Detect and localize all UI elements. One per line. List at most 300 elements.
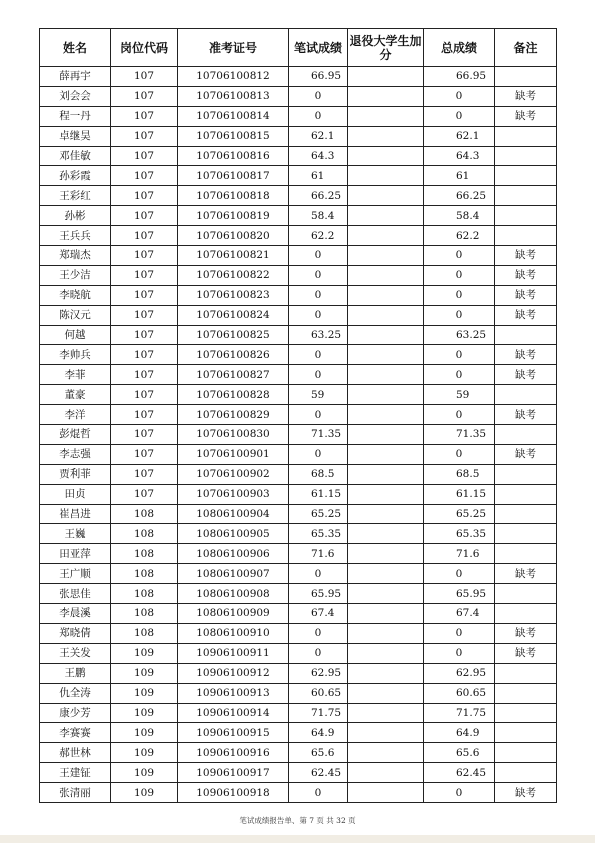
cell-post-code: 107 <box>111 305 178 325</box>
cell-name: 董豪 <box>40 385 111 405</box>
cell-remarks: 缺考 <box>495 246 557 266</box>
cell-remarks <box>495 723 557 743</box>
cell-name: 王鹏 <box>40 663 111 683</box>
cell-exam-id: 10706100901 <box>178 444 289 464</box>
cell-remarks <box>495 604 557 624</box>
cell-post-code: 108 <box>111 584 178 604</box>
cell-remarks: 缺考 <box>495 345 557 365</box>
cell-veteran-bonus <box>348 604 424 624</box>
table-body <box>40 67 557 803</box>
cell-written-score: 71.75 <box>289 703 348 723</box>
cell-name: 李晨溪 <box>40 604 111 624</box>
header-name: 姓名 <box>40 29 111 67</box>
cell-post-code: 109 <box>111 643 178 663</box>
cell-veteran-bonus <box>348 444 424 464</box>
cell-exam-id: 10706100824 <box>178 305 289 325</box>
table-row <box>40 504 557 524</box>
cell-post-code: 107 <box>111 86 178 106</box>
cell-written-score: 65.6 <box>289 743 348 763</box>
cell-veteran-bonus <box>348 723 424 743</box>
cell-name: 陈汉元 <box>40 305 111 325</box>
cell-exam-id: 10706100816 <box>178 146 289 166</box>
cell-exam-id: 10906100916 <box>178 743 289 763</box>
cell-name: 王彩红 <box>40 186 111 206</box>
table-row <box>40 425 557 445</box>
cell-written-score: 61 <box>289 166 348 186</box>
cell-exam-id: 10706100823 <box>178 285 289 305</box>
cell-remarks: 缺考 <box>495 265 557 285</box>
table-row <box>40 464 557 484</box>
cell-written-score: 64.3 <box>289 146 348 166</box>
cell-post-code: 107 <box>111 246 178 266</box>
cell-written-score: 58.4 <box>289 206 348 226</box>
cell-veteran-bonus <box>348 126 424 146</box>
page-edge <box>0 835 595 843</box>
cell-total-score: 0 <box>424 365 495 385</box>
cell-veteran-bonus <box>348 325 424 345</box>
cell-veteran-bonus <box>348 166 424 186</box>
table-row <box>40 67 557 87</box>
cell-exam-id: 10706100830 <box>178 425 289 445</box>
cell-post-code: 107 <box>111 206 178 226</box>
cell-remarks: 缺考 <box>495 285 557 305</box>
table-row <box>40 86 557 106</box>
header-written-score: 笔试成绩 <box>289 29 348 67</box>
cell-name: 李志强 <box>40 444 111 464</box>
cell-total-score: 71.6 <box>424 544 495 564</box>
cell-name: 邓佳敏 <box>40 146 111 166</box>
cell-exam-id: 10806100910 <box>178 623 289 643</box>
cell-total-score: 62.95 <box>424 663 495 683</box>
cell-written-score: 62.2 <box>289 226 348 246</box>
table-row <box>40 564 557 584</box>
cell-veteran-bonus <box>348 206 424 226</box>
cell-post-code: 107 <box>111 186 178 206</box>
cell-post-code: 107 <box>111 126 178 146</box>
cell-remarks: 缺考 <box>495 106 557 126</box>
cell-post-code: 109 <box>111 663 178 683</box>
table-row <box>40 623 557 643</box>
cell-exam-id: 10706100826 <box>178 345 289 365</box>
cell-total-score: 71.35 <box>424 425 495 445</box>
cell-total-score: 66.95 <box>424 67 495 87</box>
cell-remarks <box>495 544 557 564</box>
cell-exam-id: 10706100827 <box>178 365 289 385</box>
table-row <box>40 723 557 743</box>
cell-name: 李赛赛 <box>40 723 111 743</box>
cell-post-code: 107 <box>111 405 178 425</box>
cell-name: 田亚萍 <box>40 544 111 564</box>
cell-post-code: 108 <box>111 623 178 643</box>
cell-name: 郑晓倩 <box>40 623 111 643</box>
cell-name: 郑瑞杰 <box>40 246 111 266</box>
cell-veteran-bonus <box>348 623 424 643</box>
cell-written-score: 68.5 <box>289 464 348 484</box>
cell-veteran-bonus <box>348 504 424 524</box>
cell-total-score: 0 <box>424 783 495 803</box>
cell-total-score: 0 <box>424 246 495 266</box>
cell-post-code: 109 <box>111 743 178 763</box>
cell-veteran-bonus <box>348 67 424 87</box>
cell-remarks <box>495 464 557 484</box>
table-row <box>40 285 557 305</box>
cell-post-code: 107 <box>111 106 178 126</box>
cell-remarks: 缺考 <box>495 365 557 385</box>
cell-total-score: 0 <box>424 106 495 126</box>
cell-written-score: 0 <box>289 643 348 663</box>
table-row <box>40 763 557 783</box>
cell-total-score: 0 <box>424 305 495 325</box>
cell-veteran-bonus <box>348 524 424 544</box>
cell-remarks <box>495 385 557 405</box>
cell-veteran-bonus <box>348 146 424 166</box>
cell-exam-id: 10706100817 <box>178 166 289 186</box>
cell-total-score: 64.9 <box>424 723 495 743</box>
cell-veteran-bonus <box>348 743 424 763</box>
cell-veteran-bonus <box>348 544 424 564</box>
cell-post-code: 107 <box>111 67 178 87</box>
cell-written-score: 59 <box>289 385 348 405</box>
table-row <box>40 126 557 146</box>
cell-post-code: 109 <box>111 763 178 783</box>
cell-remarks: 缺考 <box>495 444 557 464</box>
cell-remarks <box>495 683 557 703</box>
cell-exam-id: 10806100905 <box>178 524 289 544</box>
cell-post-code: 107 <box>111 444 178 464</box>
cell-total-score: 0 <box>424 643 495 663</box>
cell-exam-id: 10706100903 <box>178 484 289 504</box>
cell-post-code: 107 <box>111 345 178 365</box>
page-footer: 笔试成绩报告单、第 7 页 共 32 页 <box>239 816 356 825</box>
cell-exam-id: 10706100814 <box>178 106 289 126</box>
table-row <box>40 544 557 564</box>
cell-remarks <box>495 146 557 166</box>
cell-written-score: 60.65 <box>289 683 348 703</box>
cell-written-score: 71.35 <box>289 425 348 445</box>
cell-exam-id: 10806100907 <box>178 564 289 584</box>
cell-veteran-bonus <box>348 703 424 723</box>
table-row <box>40 663 557 683</box>
table-row <box>40 703 557 723</box>
cell-exam-id: 10906100912 <box>178 663 289 683</box>
table-row <box>40 584 557 604</box>
cell-total-score: 0 <box>424 86 495 106</box>
cell-remarks: 缺考 <box>495 305 557 325</box>
cell-remarks <box>495 226 557 246</box>
cell-remarks <box>495 524 557 544</box>
cell-name: 孙彩霞 <box>40 166 111 186</box>
cell-exam-id: 10906100918 <box>178 783 289 803</box>
cell-written-score: 66.95 <box>289 67 348 87</box>
table-row <box>40 524 557 544</box>
cell-exam-id: 10706100829 <box>178 405 289 425</box>
cell-veteran-bonus <box>348 464 424 484</box>
cell-name: 王广顺 <box>40 564 111 584</box>
cell-name: 王建钲 <box>40 763 111 783</box>
cell-name: 张思佳 <box>40 584 111 604</box>
cell-remarks: 缺考 <box>495 405 557 425</box>
cell-veteran-bonus <box>348 265 424 285</box>
cell-total-score: 0 <box>424 564 495 584</box>
cell-remarks <box>495 504 557 524</box>
cell-written-score: 67.4 <box>289 604 348 624</box>
cell-total-score: 61.15 <box>424 484 495 504</box>
table-row <box>40 683 557 703</box>
cell-name: 孙彬 <box>40 206 111 226</box>
cell-post-code: 108 <box>111 504 178 524</box>
cell-total-score: 0 <box>424 405 495 425</box>
cell-total-score: 62.2 <box>424 226 495 246</box>
cell-written-score: 65.35 <box>289 524 348 544</box>
cell-post-code: 108 <box>111 564 178 584</box>
cell-written-score: 0 <box>289 285 348 305</box>
cell-remarks <box>495 186 557 206</box>
cell-exam-id: 10806100904 <box>178 504 289 524</box>
table-row <box>40 305 557 325</box>
cell-name: 王少洁 <box>40 265 111 285</box>
cell-total-score: 66.25 <box>424 186 495 206</box>
cell-name: 田贞 <box>40 484 111 504</box>
cell-total-score: 64.3 <box>424 146 495 166</box>
cell-name: 李洋 <box>40 405 111 425</box>
cell-total-score: 0 <box>424 265 495 285</box>
cell-written-score: 0 <box>289 365 348 385</box>
cell-post-code: 107 <box>111 166 178 186</box>
cell-exam-id: 10906100917 <box>178 763 289 783</box>
cell-total-score: 65.95 <box>424 584 495 604</box>
cell-total-score: 67.4 <box>424 604 495 624</box>
cell-name: 郝世林 <box>40 743 111 763</box>
cell-remarks <box>495 763 557 783</box>
cell-veteran-bonus <box>348 643 424 663</box>
cell-post-code: 107 <box>111 464 178 484</box>
cell-veteran-bonus <box>348 86 424 106</box>
cell-veteran-bonus <box>348 783 424 803</box>
cell-remarks <box>495 166 557 186</box>
table-row <box>40 405 557 425</box>
cell-written-score: 0 <box>289 305 348 325</box>
cell-written-score: 64.9 <box>289 723 348 743</box>
cell-name: 李帅兵 <box>40 345 111 365</box>
header-remarks: 备注 <box>495 29 557 67</box>
cell-remarks: 缺考 <box>495 564 557 584</box>
cell-total-score: 68.5 <box>424 464 495 484</box>
cell-total-score: 65.25 <box>424 504 495 524</box>
cell-exam-id: 10806100906 <box>178 544 289 564</box>
cell-exam-id: 10706100825 <box>178 325 289 345</box>
table-row <box>40 106 557 126</box>
cell-total-score: 0 <box>424 444 495 464</box>
cell-exam-id: 10806100908 <box>178 584 289 604</box>
cell-written-score: 65.95 <box>289 584 348 604</box>
cell-written-score: 66.25 <box>289 186 348 206</box>
table-row <box>40 643 557 663</box>
cell-written-score: 0 <box>289 405 348 425</box>
cell-exam-id: 10706100815 <box>178 126 289 146</box>
cell-post-code: 107 <box>111 425 178 445</box>
cell-remarks: 缺考 <box>495 643 557 663</box>
cell-post-code: 108 <box>111 524 178 544</box>
cell-written-score: 0 <box>289 623 348 643</box>
cell-veteran-bonus <box>348 186 424 206</box>
cell-veteran-bonus <box>348 663 424 683</box>
cell-written-score: 62.95 <box>289 663 348 683</box>
cell-name: 康少芳 <box>40 703 111 723</box>
cell-post-code: 107 <box>111 226 178 246</box>
table-row <box>40 604 557 624</box>
cell-name: 崔昌进 <box>40 504 111 524</box>
cell-veteran-bonus <box>348 484 424 504</box>
cell-name: 彭焜哲 <box>40 425 111 445</box>
cell-remarks <box>495 484 557 504</box>
cell-name: 程一丹 <box>40 106 111 126</box>
cell-written-score: 62.45 <box>289 763 348 783</box>
cell-remarks <box>495 325 557 345</box>
cell-name: 刘会会 <box>40 86 111 106</box>
header-veteran-bonus: 退役大学生加分 <box>348 29 424 67</box>
cell-post-code: 109 <box>111 703 178 723</box>
cell-veteran-bonus <box>348 405 424 425</box>
cell-exam-id: 10806100909 <box>178 604 289 624</box>
cell-name: 卓继昊 <box>40 126 111 146</box>
cell-remarks: 缺考 <box>495 623 557 643</box>
cell-exam-id: 10906100911 <box>178 643 289 663</box>
cell-written-score: 0 <box>289 265 348 285</box>
cell-veteran-bonus <box>348 345 424 365</box>
cell-post-code: 108 <box>111 604 178 624</box>
cell-total-score: 65.35 <box>424 524 495 544</box>
cell-exam-id: 10906100914 <box>178 703 289 723</box>
cell-exam-id: 10706100822 <box>178 265 289 285</box>
cell-written-score: 0 <box>289 345 348 365</box>
header-post-code: 岗位代码 <box>111 29 178 67</box>
cell-total-score: 62.1 <box>424 126 495 146</box>
cell-total-score: 59 <box>424 385 495 405</box>
table-row <box>40 146 557 166</box>
table-header <box>40 29 557 67</box>
table-row <box>40 186 557 206</box>
cell-exam-id: 10706100902 <box>178 464 289 484</box>
cell-exam-id: 10706100820 <box>178 226 289 246</box>
table-row <box>40 226 557 246</box>
cell-remarks <box>495 584 557 604</box>
cell-exam-id: 10706100828 <box>178 385 289 405</box>
cell-name: 薛再宇 <box>40 67 111 87</box>
cell-post-code: 107 <box>111 385 178 405</box>
cell-post-code: 107 <box>111 146 178 166</box>
cell-written-score: 0 <box>289 783 348 803</box>
cell-exam-id: 10706100819 <box>178 206 289 226</box>
header-total-score: 总成绩 <box>424 29 495 67</box>
table-row <box>40 166 557 186</box>
cell-written-score: 62.1 <box>289 126 348 146</box>
score-table <box>39 28 557 803</box>
cell-post-code: 107 <box>111 285 178 305</box>
header-row <box>40 29 557 67</box>
cell-remarks <box>495 67 557 87</box>
cell-post-code: 109 <box>111 723 178 743</box>
cell-veteran-bonus <box>348 683 424 703</box>
cell-remarks <box>495 663 557 683</box>
table-row <box>40 444 557 464</box>
table-row <box>40 345 557 365</box>
cell-veteran-bonus <box>348 226 424 246</box>
cell-post-code: 109 <box>111 683 178 703</box>
cell-exam-id: 10906100915 <box>178 723 289 743</box>
table-row <box>40 206 557 226</box>
table-row <box>40 265 557 285</box>
cell-remarks <box>495 425 557 445</box>
cell-name: 张清丽 <box>40 783 111 803</box>
cell-veteran-bonus <box>348 564 424 584</box>
cell-total-score: 63.25 <box>424 325 495 345</box>
cell-remarks: 缺考 <box>495 86 557 106</box>
table-row <box>40 783 557 803</box>
table-row <box>40 246 557 266</box>
cell-name: 王兵兵 <box>40 226 111 246</box>
cell-written-score: 0 <box>289 444 348 464</box>
cell-veteran-bonus <box>348 305 424 325</box>
cell-veteran-bonus <box>348 106 424 126</box>
cell-total-score: 61 <box>424 166 495 186</box>
cell-post-code: 107 <box>111 365 178 385</box>
cell-written-score: 63.25 <box>289 325 348 345</box>
cell-remarks <box>495 126 557 146</box>
cell-name: 王巍 <box>40 524 111 544</box>
table-row <box>40 385 557 405</box>
cell-post-code: 107 <box>111 325 178 345</box>
cell-post-code: 108 <box>111 544 178 564</box>
cell-exam-id: 10706100812 <box>178 67 289 87</box>
cell-veteran-bonus <box>348 425 424 445</box>
table-row <box>40 365 557 385</box>
table-row <box>40 325 557 345</box>
cell-veteran-bonus <box>348 285 424 305</box>
cell-post-code: 107 <box>111 265 178 285</box>
cell-name: 贾利菲 <box>40 464 111 484</box>
cell-written-score: 65.25 <box>289 504 348 524</box>
cell-remarks <box>495 206 557 226</box>
cell-name: 王关发 <box>40 643 111 663</box>
cell-written-score: 0 <box>289 564 348 584</box>
cell-remarks <box>495 743 557 763</box>
table-row <box>40 484 557 504</box>
cell-total-score: 0 <box>424 345 495 365</box>
table-row <box>40 743 557 763</box>
header-exam-id: 准考证号 <box>178 29 289 67</box>
cell-exam-id: 10906100913 <box>178 683 289 703</box>
cell-written-score: 71.6 <box>289 544 348 564</box>
cell-post-code: 109 <box>111 783 178 803</box>
cell-remarks <box>495 703 557 723</box>
cell-total-score: 0 <box>424 623 495 643</box>
cell-total-score: 62.45 <box>424 763 495 783</box>
cell-total-score: 58.4 <box>424 206 495 226</box>
cell-total-score: 65.6 <box>424 743 495 763</box>
cell-veteran-bonus <box>348 365 424 385</box>
cell-veteran-bonus <box>348 246 424 266</box>
cell-veteran-bonus <box>348 385 424 405</box>
cell-written-score: 61.15 <box>289 484 348 504</box>
cell-post-code: 107 <box>111 484 178 504</box>
cell-name: 仇全涛 <box>40 683 111 703</box>
cell-remarks: 缺考 <box>495 783 557 803</box>
cell-veteran-bonus <box>348 763 424 783</box>
cell-name: 李晓航 <box>40 285 111 305</box>
cell-exam-id: 10706100813 <box>178 86 289 106</box>
cell-total-score: 0 <box>424 285 495 305</box>
cell-total-score: 60.65 <box>424 683 495 703</box>
